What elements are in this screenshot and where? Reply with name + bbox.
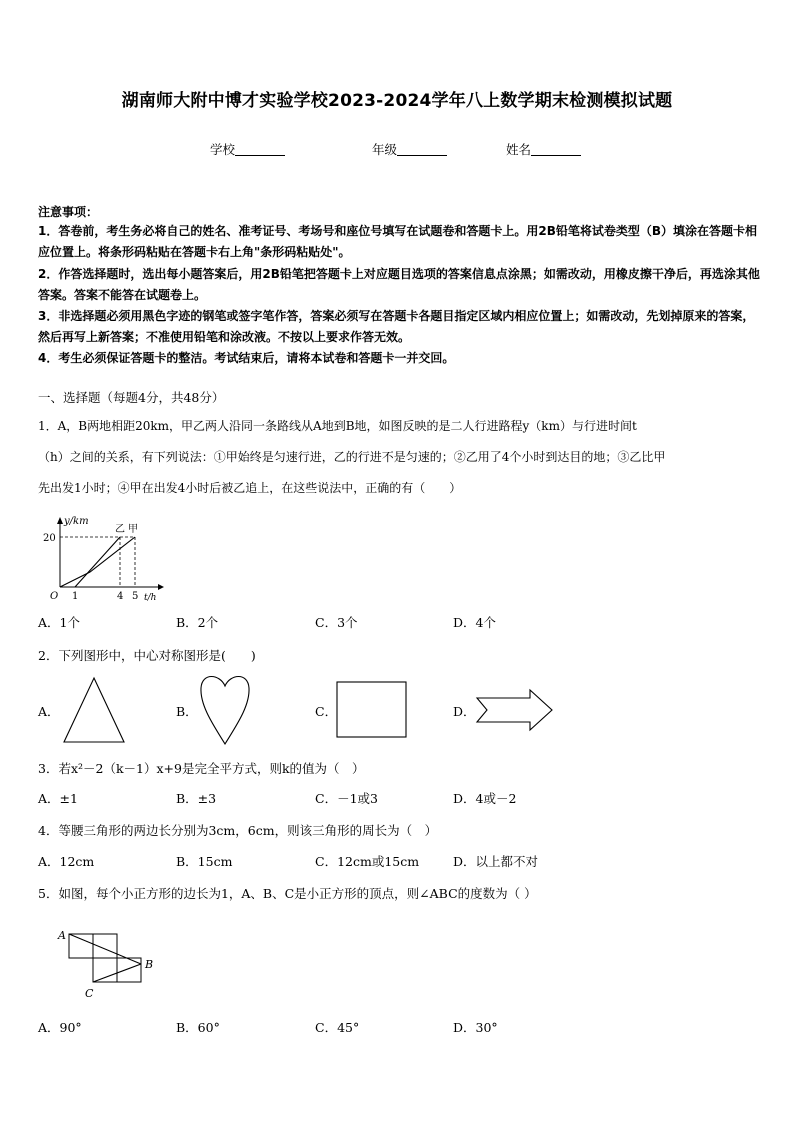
q4-option-d[interactable]: D．以上都不对 [453,854,539,869]
label-yi: 乙 [115,524,125,535]
x-axis-arrow [158,584,164,590]
q2-option-b[interactable]: B． [176,704,198,719]
arrow-shape [475,688,555,732]
q2-option-c[interactable]: C． [315,704,338,719]
note-1: 1．答卷前，考生务必将自己的姓名、准考证号、考场号和座位号填写在试题卷和答题卡上。用2B铅笔将试卷类型（B）填涂在答题卡相应位置上。将条形码粘贴在答题卡右上角"条形码粘贴处"。 [38,224,757,259]
q2-option-d[interactable]: D． [453,704,476,719]
point-b-label: B [145,958,154,971]
q5-option-b[interactable]: B．60° [176,1020,220,1035]
grade-label: 年级 [372,142,398,157]
q2-option-a[interactable]: A． [38,704,60,719]
y-tick-20: 20 [43,533,56,544]
q5-grid-figure [55,924,165,1004]
y-axis-label: y/km [64,516,89,527]
q1-option-c[interactable]: C．3个 [315,615,358,630]
y-axis-arrow [57,517,63,524]
q5-text: 5．如图，每个小正方形的边长为1，A、B、C是小正方形的顶点，则∠ABC的度数为（ ） [38,886,537,901]
school-field[interactable] [210,140,285,158]
q4-option-c[interactable]: C．12cm或15cm [315,854,420,869]
q3-option-d[interactable]: D．4或－2 [453,791,517,806]
heart-shape [198,672,252,746]
page-title: 湖南师大附中博才实验学校2023-2024学年八上数学期末检测模拟试题 [121,91,673,111]
point-a-label: A [58,929,66,942]
x-tick-1: 1 [72,591,79,602]
notes-heading: 注意事项： [38,205,99,219]
section-heading: 一、选择题（每题4分，共48分） [38,390,225,405]
q3-option-b[interactable]: B．±3 [176,791,217,806]
q5-option-a[interactable]: A．90° [38,1020,82,1035]
label-jia: 甲 [128,524,138,535]
x-tick-4: 4 [117,591,124,602]
line-jia [75,537,120,587]
name-label: 姓名 [506,142,532,157]
q3-text: 3．若x²－2（k－1）x+9是完全平方式，则k的值为（ ） [38,761,365,776]
note-4: 4．考生必须保证答题卡的整洁。考试结束后，请将本试卷和答题卡一并交回。 [38,351,455,365]
q3-option-c[interactable]: C．－1或3 [315,791,378,806]
q1-graph [40,514,170,604]
q4-option-a[interactable]: A．12cm [38,854,95,869]
q1-option-a[interactable]: A．1个 [38,615,80,630]
x-tick-5: 5 [132,591,139,602]
name-field[interactable] [506,140,581,158]
q1-line2: （h）之间的关系，有下列说法：①甲始终是匀速行进，乙的行进不是匀速的；②乙用了4个小时到达目的地；③乙比甲 [38,450,666,464]
grade-field[interactable] [372,140,447,158]
q5-option-d[interactable]: D．30° [453,1020,498,1035]
triangle-shape [62,676,126,744]
q5-option-c[interactable]: C．45° [315,1020,360,1035]
q3-option-a[interactable]: A．±1 [38,791,78,806]
note-2: 2．作答选择题时，选出每小题答案后，用2B铅笔把答题卡上对应题目选项的答案信息点涂黑；如需改动，用橡皮擦干净后，再选涂其他答案。答案不能答在试题卷上。 [38,267,760,302]
q1-option-d[interactable]: D．4个 [453,615,496,630]
q1-option-b[interactable]: B．2个 [176,615,219,630]
rectangle-shape [336,681,408,739]
name-blank[interactable] [531,143,581,156]
school-label: 学校 [210,142,236,157]
note-3: 3．非选择题必须用黑色字迹的钢笔或签字笔作答，答案必须写在答题卡各题目指定区域内相应位置上；如需改动，先划掉原来的答案，然后再写上新答案；不准使用铅笔和涂改液。不按以上要求作答无效。 [38,309,755,344]
x-axis-label: t/h [144,593,157,603]
point-c-label: C [85,987,94,1000]
q1-line1: 1．A，B两地相距20km，甲乙两人沿同一条路线从A地到B地，如图反映的是二人行进路程y（km）与行进时间t [38,419,637,433]
school-blank[interactable] [235,143,285,156]
q4-text: 4．等腰三角形的两边长分别为3cm，6cm，则该三角形的周长为（ ） [38,823,438,838]
grade-blank[interactable] [397,143,447,156]
origin-label: O [50,591,59,602]
q1-line3: 先出发1小时；④甲在出发4小时后被乙追上，在这些说法中，正确的有（ ） [38,481,462,495]
q2-text: 2．下列图形中，中心对称图形是( ) [38,648,256,663]
q4-option-b[interactable]: B．15cm [176,854,233,869]
